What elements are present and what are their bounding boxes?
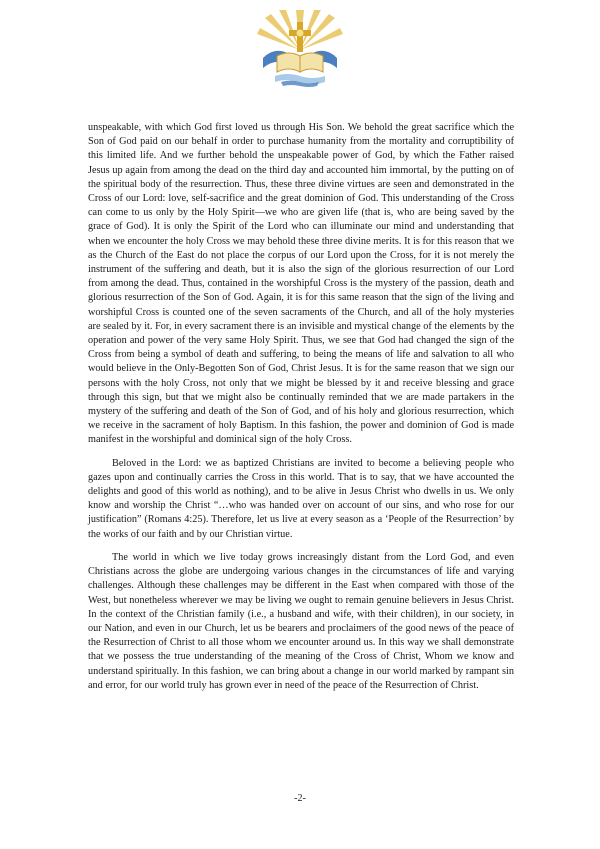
paragraph-1: unspeakable, with which God first loved us through His Son. We behold the great sacrifice which the Son of God paid on our behalf in order to purchase humanity from the mortality and corruptibility of this limited life. And we further behold the unspeakable power of God, by which the Father raised Jesus up again from among the dead on the third day and accounted him immortal, by the putting on of the spiritual body of the resurrection. Thus, these three divine virtues are seen and demonstrated in the Cross of our Lord: love, self-sacrifice and the great dominion of God. This understanding of the Cross can come to us only by the Holy Spirit—we who are given life (that is, who are being saved by the grace of God). It is only the Spirit of the Lord who can illuminate our mind and understanding that when we encounter the holy Cross we may behold these three divine merits. It is for this reason that we as the Church of the East do not place the corpus of our Lord upon the Cross, for it is not merely the instrument of the suffering and death, but it is also the sign of the glorious resurrection of our Lord from among the dead. Thus, contained in the worshipful Cross is the mystery of the passion, death and glorious resurrection of the Son of God. Again, it is for this same reason that the sign of the living and worshipful Cross is counted one of the seven sacraments of the Church, and all of the holy mysteries are sealed by it. For, in every sacrament there is an invisible and mystical change of the elements by the operation and power of the very same Holy Spirit. Thus, we see that God had changed the sign of the Cross from being a symbol of death and suffering, to being the means of life and salvation to all who would believe in the Only-Begotten Son of God, Christ Jesus. It is for the same reason that we sign our persons with the holy Cross, not only that we might be blessed by it and receive blessing and grace through this sign, but that we might also be continually reminded that we are made partakers in the mystery of the suffering and death of the Son of God, and of his holy and glorious resurrection, which we receive in the sacrament of holy Baptism. In this fashion, the power and dominion of God is made manifest in the worshipful and dominical sign of the holy Cross. [88, 122, 514, 446]
church-emblem-icon [255, 10, 345, 90]
body-text [88, 121, 514, 702]
paragraph-2: Beloved in the Lord: we as baptized Christians are invited to become a believing people who gazes upon and continually carries the Cross in this world. That is to say, that we have accounted the delights and good of this world as nothing), and to be alive in Jesus Christ who dwells in us. We only know and worship the Christ “…who was handed over on account of our sins, and who rose for our justification” (Romans 4:25). Therefore, let us live at every season as a ‘People of the Resurrection’ by the works of our faith and by our Christian virtue. [88, 457, 514, 540]
paragraph-3: The world in which we live today grows increasingly distant from the Lord God, and even Christians across the globe are undergoing various changes in the circumstances of life and varying challenges. Although these challenges may be different in the East when compared with those of the West, but nonetheless wherever we may be living we ought to remain genuine believers in Jesus Christ. In the context of the Christian family (i.e., a husband and wife, with their children), in our society, in our Nation, and even in our Church, let us be bearers and proclaimers of the good news of the peace of the Resurrection of Christ to all those whom we encounter around us. In this way we shall demonstrate that we possess the true understanding of the meaning of the Cross of Christ, Whom we know and understand spiritually. In this fashion, we can bring about a change in our world marked by rampant sin and error, for our world truly has grown ever in need of the peace of the Resurrection of Christ. [88, 551, 514, 691]
page-number: -2- [294, 793, 306, 804]
